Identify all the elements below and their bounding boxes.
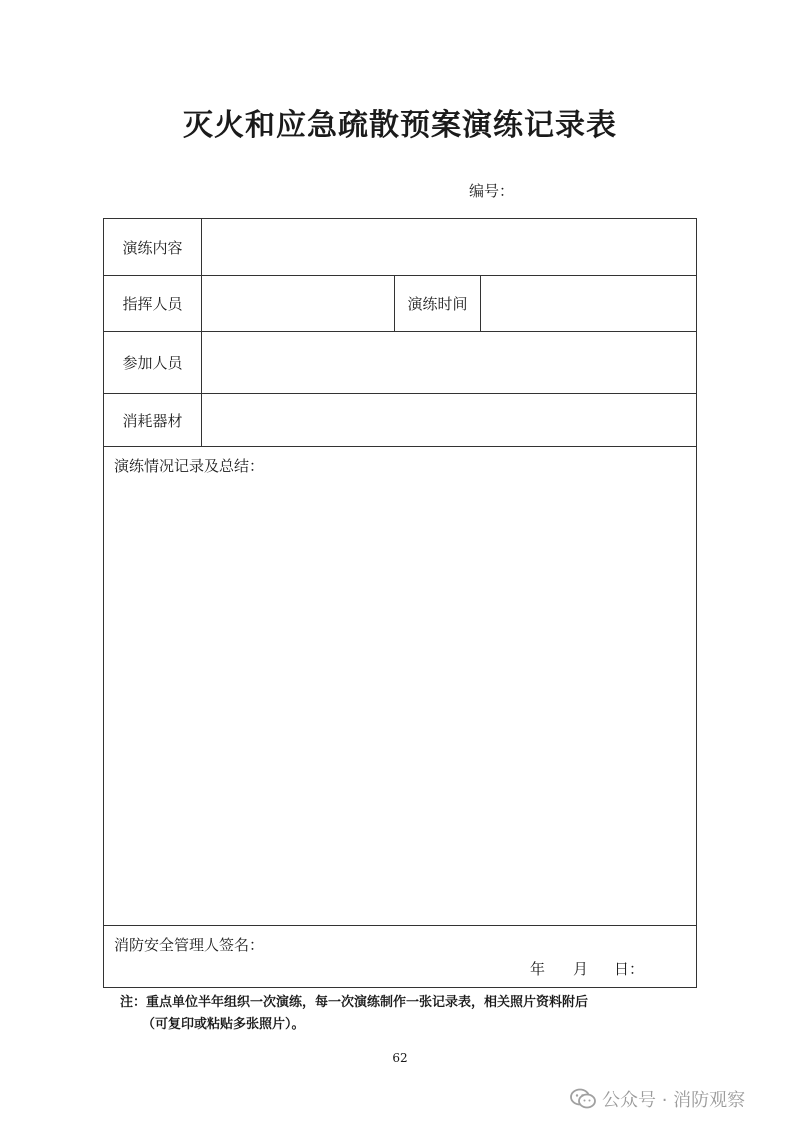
drill-time-field[interactable] [481, 276, 696, 331]
wechat-icon [570, 1088, 596, 1110]
summary-label: 演练情况记录及总结： [114, 457, 265, 475]
drill-content-label: 演练内容 [104, 219, 202, 275]
row-participants [104, 332, 696, 394]
serial-number-label: 编号： [469, 182, 515, 200]
participants-field[interactable] [202, 332, 696, 393]
page-number: 62 [392, 1051, 408, 1065]
footnote-line-2: （可复印或粘贴多张照片）。 [142, 1017, 305, 1032]
drill-time-label: 演练时间 [395, 276, 481, 331]
consumables-field[interactable] [202, 394, 696, 446]
commander-label: 指挥人员 [104, 276, 202, 331]
row-drill-content [104, 219, 696, 276]
signature-label: 消防安全管理人签名： [114, 936, 265, 954]
watermark-text: 公众号 · 消防观察 [602, 1090, 746, 1111]
signature-date [530, 958, 644, 979]
form-title: 灭火和应急疏散预案演练记录表 [183, 108, 617, 143]
row-summary[interactable] [104, 447, 696, 926]
footnote-line-1: 注：重点单位半年组织一次演练，每一次演练制作一张记录表，相关照片资料附后 [120, 995, 589, 1010]
row-commander [104, 276, 696, 332]
consumables-label: 消耗器材 [104, 394, 202, 446]
drill-record-form [103, 218, 697, 988]
date-day-label: 日： [613, 960, 644, 978]
date-year-label: 年 [529, 960, 545, 978]
row-signature[interactable] [104, 926, 696, 987]
date-month-label: 月 [572, 960, 588, 978]
drill-content-field[interactable] [202, 219, 696, 275]
commander-field[interactable] [202, 276, 395, 331]
participants-label: 参加人员 [104, 332, 202, 393]
footnote [120, 992, 680, 1036]
row-consumables [104, 394, 696, 447]
watermark [570, 1086, 745, 1112]
